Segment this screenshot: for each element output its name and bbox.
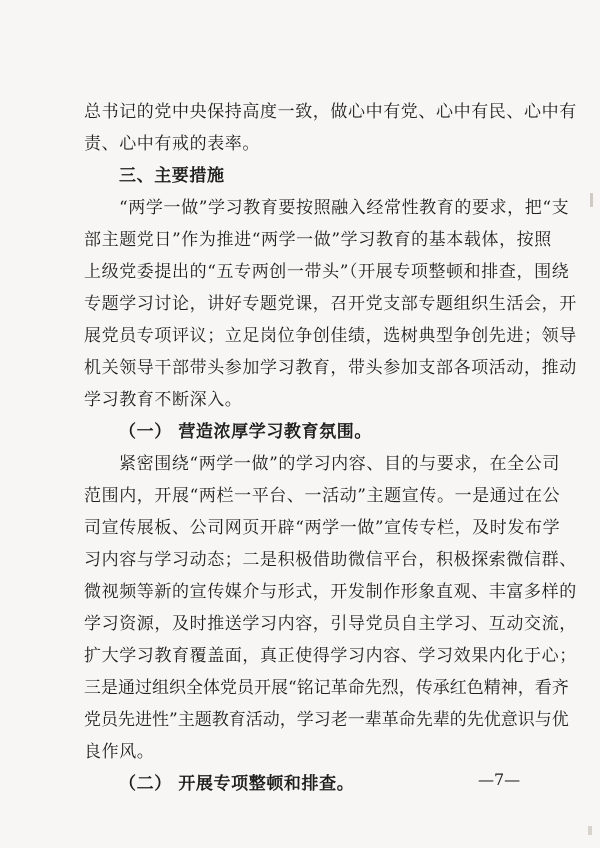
body-line-4: 部主题党日”作为推进“两学一做”学习教育的基本载体，按照: [84, 230, 552, 250]
page-number: —7—: [478, 770, 521, 789]
scan-artifact: [590, 193, 593, 207]
body-line-7: 展党员专项评议；立足岗位争创佳绩，选树典型争创先进；领导: [84, 326, 577, 346]
scan-artifact: [588, 826, 592, 835]
body-line-15: 学习资源，及时推送学习内容，引导党员自主学习、互动交流，: [84, 614, 577, 634]
body-line-18: 党员先进性”主题教育活动，学习老一辈革命先辈的先优意识与优: [84, 710, 569, 730]
subheading-rectification: （二） 开展专项整顿和排查。: [119, 774, 355, 794]
body-line-12: 司宣传展板、公司网页开辟“两学一做”宣传专栏，及时发布学: [84, 518, 561, 538]
body-line-2: 责、心中有戒的表率。: [84, 134, 260, 154]
body-line-8: 机关领导干部带头参加学习教育，带头参加支部各项活动，推动: [84, 358, 577, 378]
subheading-atmosphere: （一） 营造浓厚学习教育氛围。: [119, 422, 372, 442]
body-line-6: 专题学习讨论，讲好专题党课，召开党支部专题组织生活会，开: [84, 294, 577, 314]
body-line-17: 三是通过组织全体党员开展“铭记革命先烈，传承红色精神，看齐: [84, 678, 569, 698]
body-line-19: 良作风。: [84, 742, 155, 762]
body-line-10: 紧密围绕“两学一做”的学习内容、目的与要求，在全公司: [119, 454, 560, 474]
body-line-9: 学习教育不断深入。: [84, 390, 243, 410]
body-line-5: 上级党委提出的“五专两创一带头”（开展专项整顿和排查，围绕: [84, 262, 570, 282]
body-line-1: 总书记的党中央保持高度一致，做心中有党、心中有民、心中有: [84, 102, 577, 122]
body-line-13: 习内容与学习动态；二是积极借助微信平台，积极探索微信群、: [84, 550, 577, 570]
body-line-3: “两学一做”学习教育要按照融入经常性教育的要求，把“支: [119, 198, 570, 218]
body-line-16: 扩大学习教育覆盖面，真正使得学习内容、学习效果内化于心；: [84, 646, 577, 666]
body-line-11: 范围内，开展“两栏一平台、一活动”主题宣传。一是通过在公: [84, 486, 561, 506]
section-heading-main-measures: 三、主要措施: [119, 166, 225, 186]
body-line-14: 微视频等新的宣传媒介与形式，开发制作形象直观、丰富多样的: [84, 582, 577, 602]
